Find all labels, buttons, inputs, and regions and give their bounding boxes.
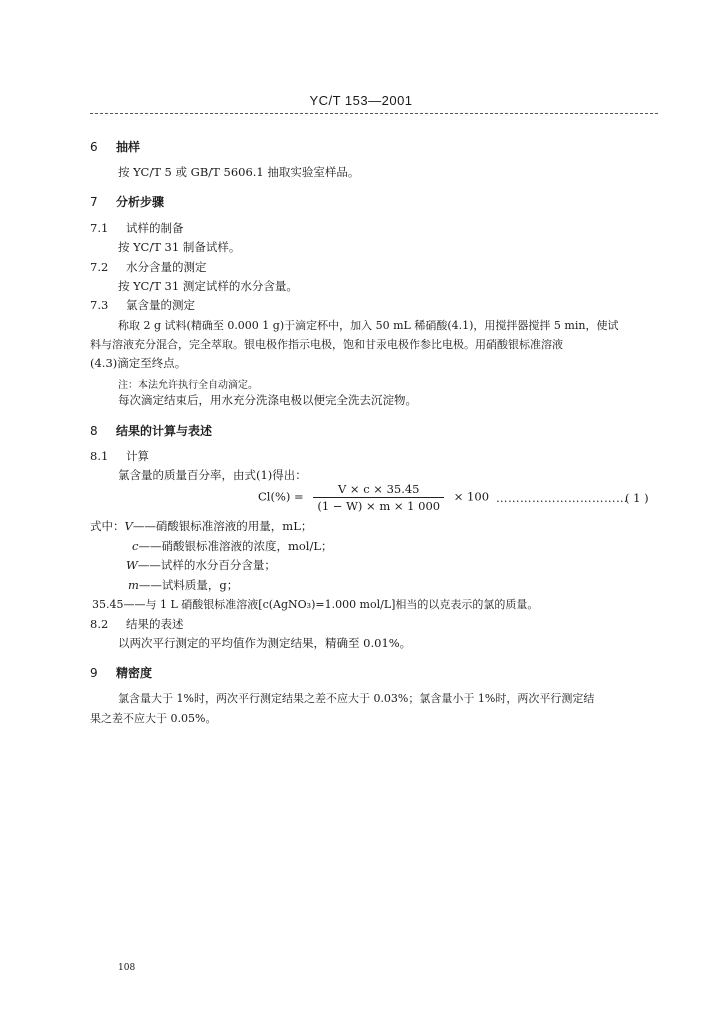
subsection-number: 7.2 [90, 260, 109, 274]
subsection-7-3-note: 注：本法允许执行全自动滴定。 [118, 380, 258, 391]
variable-description: 试样的水分百分含量； [160, 558, 276, 572]
header-rule [90, 113, 658, 114]
subsection-7-2-heading [90, 259, 207, 275]
variable-definition-v [90, 518, 312, 534]
formula-multiplier: × 100 [453, 489, 490, 504]
section-number: 6 [90, 140, 98, 154]
page-number: 108 [118, 963, 136, 973]
variable-definition-c [132, 538, 332, 554]
section-title: 抽样 [116, 140, 141, 154]
section-number: 8 [90, 424, 98, 438]
variable-dash: —— [138, 539, 162, 553]
chloride-formula [258, 482, 489, 513]
formula-lhs: Cl(%) = [258, 489, 304, 504]
variable-definition-m [128, 577, 238, 593]
subsection-7-3-heading [90, 297, 195, 313]
variable-symbol: W [126, 558, 138, 572]
variable-dash: —— [137, 558, 161, 572]
section-6-body: 按 YC/T 5 或 GB/T 5606.1 抽取实验室样品。 [118, 165, 360, 179]
subsection-7-3-para-line-3: (4.3)滴定至终点。 [90, 356, 187, 370]
section-number: 7 [90, 195, 98, 209]
subsection-title: 水分含量的测定 [126, 260, 207, 274]
section-9-heading [90, 664, 152, 681]
constant-definition: 35.45——与 1 L 硝酸银标准溶液[c(AgNO₃)=1.000 mol/L]相当的以克表示的氯的质量。 [92, 598, 539, 611]
subsection-8-2-body: 以两次平行测定的平均值作为测定结果，精确至 0.01%。 [118, 636, 412, 650]
section-7-heading [90, 193, 164, 210]
subsection-number: 7.3 [90, 298, 109, 312]
subsection-7-3-para-line-2: 料与溶液充分混合，完全萃取。银电极作指示电极，饱和甘汞电极作参比电极。用硝酸银标准溶液 [90, 338, 563, 351]
section-number: 9 [90, 666, 98, 680]
section-title: 精密度 [116, 666, 153, 680]
formula-fraction [313, 482, 444, 513]
subsection-8-1-heading [90, 448, 149, 464]
variable-description: 硝酸银标准溶液的用量，mL； [155, 519, 313, 533]
subsection-7-1-body: 按 YC/T 31 制备试样。 [118, 240, 241, 254]
section-9-body-line-2: 果之差不应大于 0.05%。 [90, 712, 217, 725]
variable-description: 试料质量，g； [161, 578, 239, 592]
formula-intro: 氯含量的质量百分率，由式(1)得出： [118, 468, 307, 482]
variable-dash: —— [138, 578, 162, 592]
variable-definition-w [126, 557, 276, 573]
variable-dash: —— [132, 519, 156, 533]
subsection-8-2-heading [90, 616, 184, 632]
variable-description: 硝酸银标准溶液的浓度，mol/L； [161, 539, 333, 553]
subsection-7-3-para-line-1: 称取 2 g 试料(精确至 0.000 1 g)于滴定杯中，加入 50 mL 稀硝酸(4.1)，用搅拌器搅拌 5 min，使试 [118, 319, 619, 332]
subsection-title: 试样的制备 [126, 221, 184, 235]
section-6-heading [90, 138, 140, 155]
subsection-number: 8.1 [90, 449, 109, 463]
where-prefix: 式中： [90, 519, 125, 533]
section-8-heading [90, 422, 212, 439]
formula-numerator: V × c × 35.45 [313, 482, 444, 498]
formula-denominator: (1 − W) × m × 1 000 [317, 499, 441, 513]
subsection-title: 计算 [126, 449, 149, 463]
subsection-number: 8.2 [90, 617, 109, 631]
subsection-7-2-body: 按 YC/T 31 测定试样的水分含量。 [118, 279, 298, 293]
subsection-title: 结果的表述 [126, 617, 184, 631]
subsection-title: 氯含量的测定 [126, 298, 195, 312]
variable-symbol: V [124, 519, 133, 533]
section-9-body-line-1: 氯含量大于 1%时，两次平行测定结果之差不应大于 0.03%；氯含量小于 1%时，两次平行测定结 [118, 692, 595, 705]
section-title: 结果的计算与表述 [116, 424, 213, 438]
formula-leader-dots: …………………………… [496, 491, 628, 505]
variable-symbol: c [132, 539, 139, 553]
formula-equation-number: ( 1 ) [625, 491, 649, 505]
variable-symbol: m [128, 578, 139, 592]
subsection-7-3-para-2: 每次滴定结束后，用水充分洗涤电极以便完全洗去沉淀物。 [118, 393, 417, 407]
subsection-number: 7.1 [90, 221, 109, 235]
section-title: 分析步骤 [116, 195, 165, 209]
subsection-7-1-heading [90, 220, 184, 236]
document-header: YC/T 153—2001 [309, 93, 413, 108]
